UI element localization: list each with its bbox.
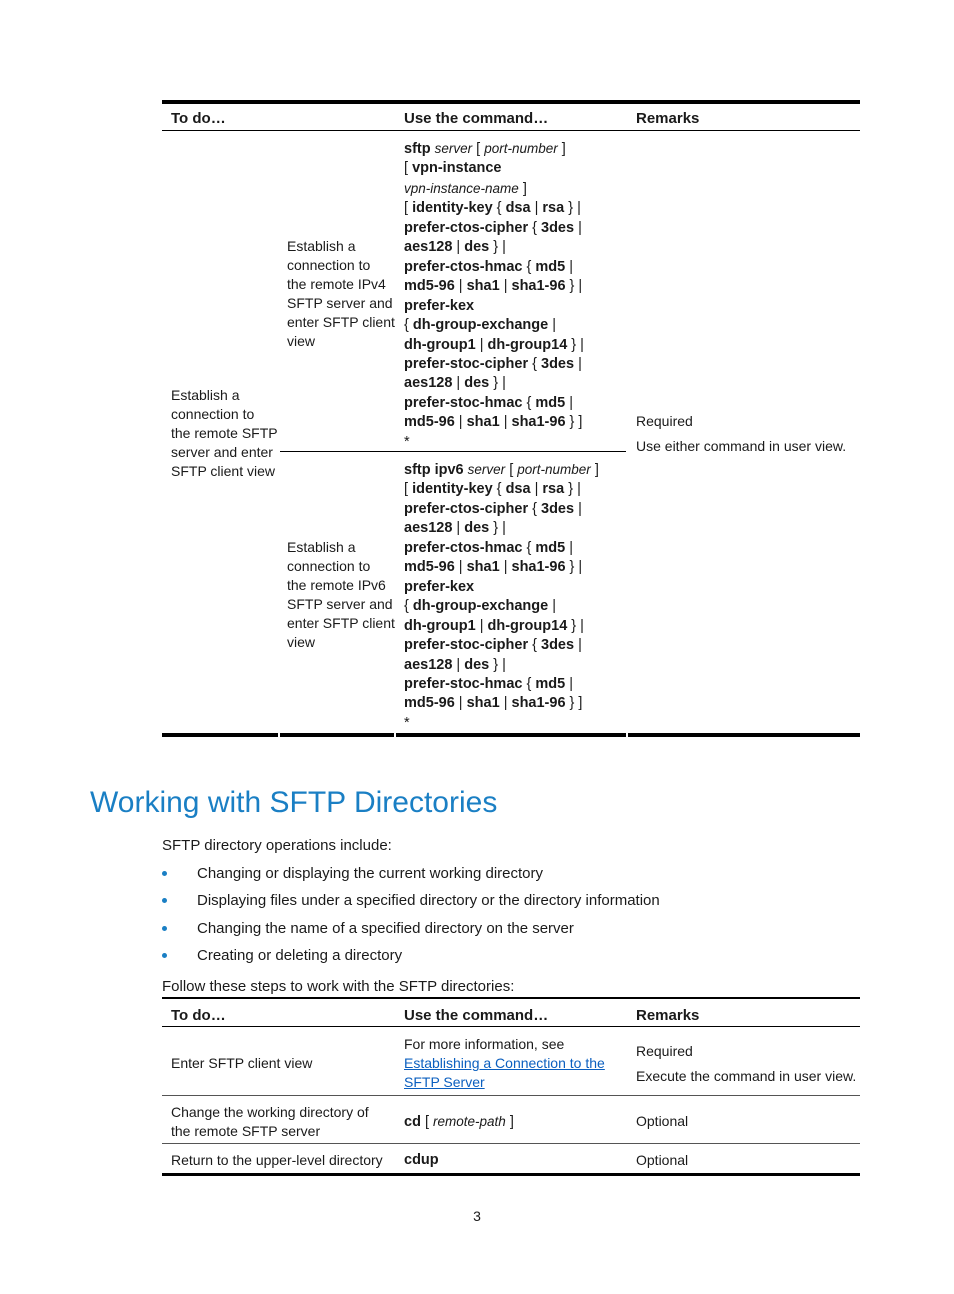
command-line: prefer-ctos-cipher { 3des | xyxy=(404,219,582,236)
command-line: prefer-kex xyxy=(404,578,475,595)
command-line: * xyxy=(404,433,410,450)
table2-row1-remark-note: Execute the command in user view. xyxy=(636,1068,857,1084)
command-line: sftp ipv6 server [ port-number ] xyxy=(404,462,599,478)
table1-task-cell xyxy=(171,386,279,481)
table2-header-remarks: Remarks xyxy=(636,1007,700,1024)
subtask-line: connection to xyxy=(287,257,371,273)
table2-row1-todo: Enter SFTP client view xyxy=(171,1055,313,1071)
command-keyword: cdup xyxy=(404,1152,439,1168)
table2-row2-todo xyxy=(171,1103,369,1141)
command-line: md5-96 | sha1 | sha1-96 } ] xyxy=(404,414,583,431)
command-text: For more information, see xyxy=(404,1036,565,1052)
command-line: aes128 | des } | xyxy=(404,656,506,673)
table2-header-rule xyxy=(162,1026,860,1027)
command-line: aes128 | des } | xyxy=(404,375,506,392)
command-line: prefer-stoc-hmac { md5 | xyxy=(404,675,573,692)
table2-row3-todo: Return to the upper-level directory xyxy=(171,1152,383,1168)
bullet-item: Changing the name of a specified directory on the server xyxy=(197,920,574,937)
table1-header-rule xyxy=(162,130,860,131)
table2-header-todo: To do… xyxy=(171,1007,226,1024)
todo-line: the remote SFTP server xyxy=(171,1123,321,1139)
table1-command-ipv4 xyxy=(404,139,626,452)
bullet-item: Creating or deleting a directory xyxy=(197,947,403,964)
command-line: [ identity-key { dsa | rsa } | xyxy=(404,200,581,217)
command-line: prefer-kex xyxy=(404,297,475,314)
table1-remark-required: Required xyxy=(636,413,693,429)
table1-bottom-rule xyxy=(162,733,860,737)
table1-header-remarks: Remarks xyxy=(636,110,700,127)
command-line: { dh-group-exchange | xyxy=(404,317,557,334)
subtask-line: enter SFTP client xyxy=(287,314,395,330)
subtask-line: Establish a xyxy=(287,539,356,555)
bullet-dot-icon xyxy=(162,871,167,876)
bullet-dot-icon xyxy=(162,926,167,931)
command-line: { dh-group-exchange | xyxy=(404,598,557,615)
table1-bottom-gap xyxy=(626,733,628,737)
establish-connection-link-cont[interactable]: SFTP Server xyxy=(404,1074,485,1090)
table2-row-rule xyxy=(162,1095,860,1096)
subtask-line: enter SFTP client xyxy=(287,615,395,631)
table1-bottom-gap xyxy=(394,733,396,737)
table1-subtask-ipv4 xyxy=(287,237,395,351)
command-line: prefer-ctos-cipher { 3des | xyxy=(404,500,582,517)
task-line: the remote SFTP xyxy=(171,425,278,441)
task-line: SFTP client view xyxy=(171,463,275,479)
command-line: aes128 | des } | xyxy=(404,239,506,256)
command-line: dh-group1 | dh-group14 } | xyxy=(404,617,584,634)
table1-header-command: Use the command… xyxy=(404,110,549,127)
table2-row1-remark-required: Required xyxy=(636,1043,693,1059)
page-number: 3 xyxy=(473,1208,481,1224)
section-follow-text: Follow these steps to work with the SFTP directories: xyxy=(162,978,515,995)
command-line: prefer-stoc-cipher { 3des | xyxy=(404,355,582,372)
command-line: prefer-ctos-hmac { md5 | xyxy=(404,539,573,556)
bullet-item: Changing or displaying the current working directory xyxy=(197,865,544,882)
table2-row-rule xyxy=(162,1143,860,1144)
command-line: * xyxy=(404,714,410,731)
todo-line: Change the working directory of xyxy=(171,1104,369,1120)
subtask-line: view xyxy=(287,634,316,650)
table2-row2-remark: Optional xyxy=(636,1113,689,1129)
table2-row3-command xyxy=(404,1151,439,1170)
table2-row2-command xyxy=(404,1112,514,1132)
establish-connection-link[interactable]: Establishing a Connection to the xyxy=(404,1055,605,1071)
task-line: Establish a xyxy=(171,387,240,403)
subtask-line: Establish a xyxy=(287,238,356,254)
bracket-close: ] xyxy=(509,1114,514,1130)
command-keyword: cd xyxy=(404,1114,421,1130)
command-line: aes128 | des } | xyxy=(404,520,506,537)
bullet-item: Displaying files under a specified directory or the directory information xyxy=(197,892,660,909)
table1-header-todo: To do… xyxy=(171,110,226,127)
command-line: [ identity-key { dsa | rsa } | xyxy=(404,481,581,498)
table1-remark-note: Use either command in user view. xyxy=(636,438,847,454)
table1-subrow-rule xyxy=(280,451,626,452)
table1-bottom-gap xyxy=(278,733,280,737)
bullet-dot-icon xyxy=(162,953,167,958)
table2-bottom-rule xyxy=(162,1173,860,1176)
subtask-line: view xyxy=(287,333,316,349)
command-line: prefer-stoc-cipher { 3des | xyxy=(404,637,582,654)
table1-subtask-ipv6 xyxy=(287,538,395,652)
table1-command-ipv6 xyxy=(404,460,626,733)
subtask-line: SFTP server and xyxy=(287,295,393,311)
task-line: connection to xyxy=(171,406,255,422)
table2-top-rule xyxy=(162,997,860,999)
bullet-dot-icon xyxy=(162,898,167,903)
command-line: dh-group1 | dh-group14 } | xyxy=(404,336,584,353)
command-line: md5-96 | sha1 | sha1-96 } | xyxy=(404,559,583,576)
subtask-line: SFTP server and xyxy=(287,596,393,612)
command-line: sftp server [ port-number ] xyxy=(404,141,566,157)
bracket-open: [ xyxy=(424,1114,429,1130)
subtask-line: the remote IPv6 xyxy=(287,577,386,593)
table2-header-command: Use the command… xyxy=(404,1007,549,1024)
table2-row1-command xyxy=(404,1035,605,1092)
task-line: server and enter xyxy=(171,444,273,460)
command-argument: remote-path xyxy=(433,1114,506,1129)
subtask-line: the remote IPv4 xyxy=(287,276,386,292)
section-title: Working with SFTP Directories xyxy=(90,786,498,819)
command-line: prefer-stoc-hmac { md5 | xyxy=(404,394,573,411)
command-line: md5-96 | sha1 | sha1-96 } | xyxy=(404,278,583,295)
command-line: prefer-ctos-hmac { md5 | xyxy=(404,258,573,275)
command-line: md5-96 | sha1 | sha1-96 } ] xyxy=(404,695,583,712)
command-line: [ vpn-instance xyxy=(404,160,502,177)
command-line: vpn-instance-name ] xyxy=(404,180,527,197)
table2-row3-remark: Optional xyxy=(636,1152,689,1168)
subtask-line: connection to xyxy=(287,558,371,574)
table1-top-rule xyxy=(162,100,860,104)
section-intro: SFTP directory operations include: xyxy=(162,837,392,854)
